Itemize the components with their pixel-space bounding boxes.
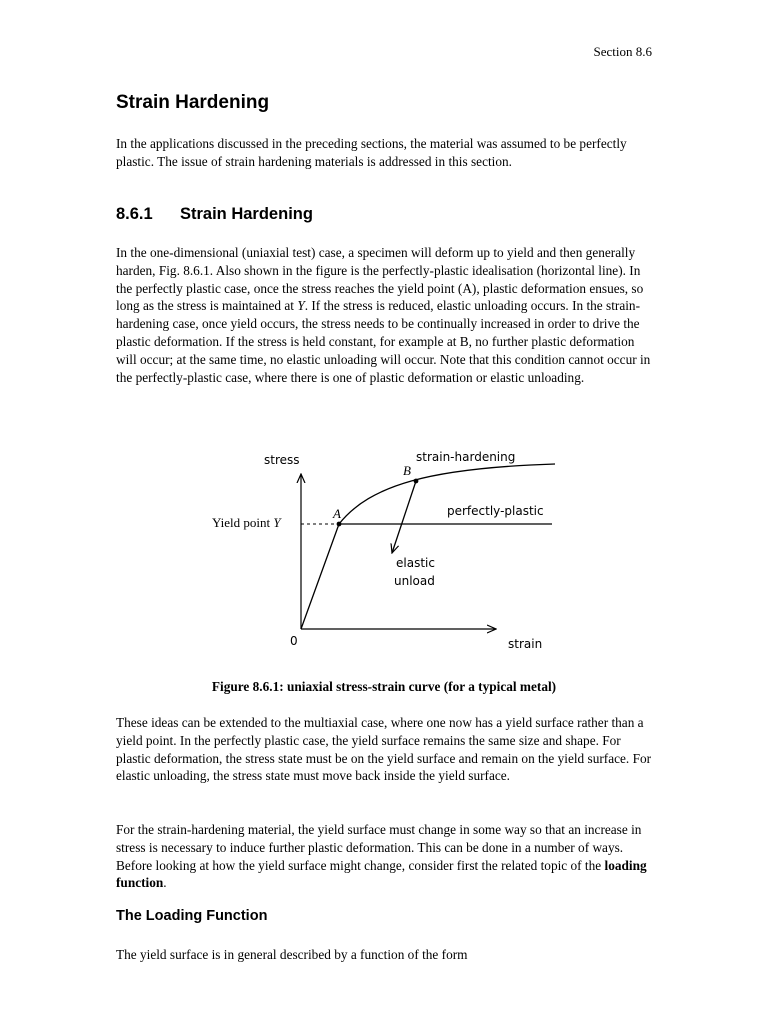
strain-label: strain [508,637,543,651]
yield-point-symbol: Y [273,515,281,530]
loading-function-term: loading function [116,857,647,891]
para1-yield-symbol: Y [297,298,305,314]
figure-caption: Figure 8.6.1: uniaxial stress-strain curve (for a typical metal) [211,679,557,694]
origin-label: 0 [290,634,298,648]
elastic-unload-arrow [392,481,416,553]
yield-point-label [212,515,282,530]
paragraph-strain-hardening-material [116,821,656,892]
section-header: Section 8.6 [593,44,652,59]
para3-text-b: . [163,875,167,891]
section-number: 8.6.1 [116,205,153,223]
unload-label: unload [394,574,435,588]
stress-label: stress [264,453,300,467]
point-b-marker [414,479,419,484]
strain-hardening-label: strain-hardening [416,450,516,464]
point-a-label: A [333,506,341,521]
loading-function-heading: The Loading Function [116,908,268,924]
paragraph-multiaxial: These ideas can be extended to the multiaxial case, where one now has a yield surface rather than a yield point. In the perfectly plastic case, the yield surface remains the same size and shape. For plastic deformation, the stress state must be on the yield surface and remain on the yield surface. For elastic unloading, the stress state must move back inside the yield surface. [116,715,652,784]
section-title: Strain Hardening [180,205,313,223]
elastic-label: elastic [396,556,435,570]
yield-point-text: Yield point [212,515,274,530]
point-a-marker [337,522,342,527]
intro-paragraph: In the applications discussed in the preceding sections, the material was assumed to be perfectly plastic. The issue of strain hardening materials is addressed in this section. [116,136,627,169]
perfectly-plastic-label: perfectly-plastic [447,504,544,518]
paragraph-uniaxial [116,244,656,386]
point-b-label: B [403,463,411,478]
section-heading-8-6-1 [116,205,313,224]
page-title: Strain Hardening [116,92,270,113]
para3-text-a: For the strain-hardening material, the yield surface must change in some way so that an increase in stress is necessary to induce further plastic deformation. This can be done in a number of ways. Before looking at how the yield surface might change, consider first the related topic of the [116,822,642,873]
paragraph-yield-surface: The yield surface is in general described by a function of the form [116,947,468,962]
stress-strain-figure [0,440,768,670]
para1-text-a: In the one-dimensional (uniaxial test) case, a specimen will deform up to yield and then generally harden, Fig. 8.6.1. Also shown in the figure is the perfectly-plastic idealisation (horizontal line). In the perfectly plastic case, once the stress reaches the yield point (A), plastic deformation ensues, so long as the stress is maintained at [116,245,644,314]
para1-text-b: . If the stress is reduced, elastic unloading occurs. In the strain-hardening case, once yield occurs, the stress needs to be continually increased in order to drive the plastic deformation. If the stress is held constant, for example at B, no further plastic deformation will occur; at the same time, no elastic unloading will occur. Note that this condition cannot occur in the perfectly-plastic case, where there is one of plastic deformation or elastic unloading. [116,298,651,385]
elastic-loading-line [301,524,339,629]
